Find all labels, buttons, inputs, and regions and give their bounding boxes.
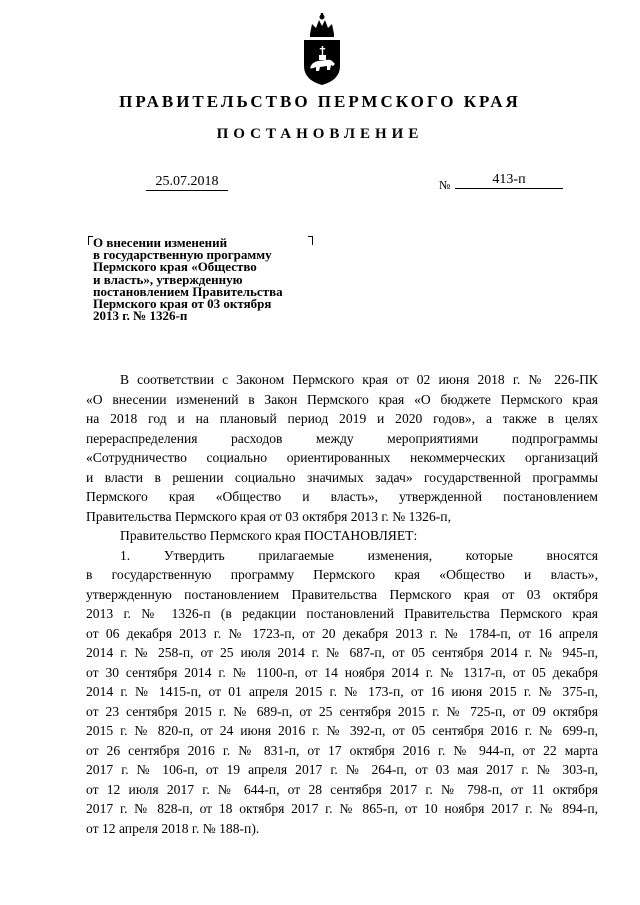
body-line: на 2018 год и на плановый период 2019 и 2020 годов», а также в целях (86, 411, 598, 426)
document-subject (93, 237, 333, 322)
document-type: ПОСТАНОВЛЕНИЕ (216, 126, 424, 142)
body-line: от 26 сентября 2016 г. № 831-п, от 17 октября 2016 г. № 944-п, от 22 марта (86, 742, 598, 758)
document-number: 413-п (455, 172, 563, 189)
body-line: от 12 апреля 2018 г. № 188-п). (86, 820, 260, 836)
body-line: в государственную программу Пермского края «Общество и власть», (86, 567, 598, 582)
body-line: утвержденную постановлением Правительства Пермского края от 03 октября (86, 586, 598, 602)
government-title: ПРАВИТЕЛЬСТВО ПЕРМСКОГО КРАЯ (119, 92, 521, 111)
subject-line: 2013 г. № 1326-п (93, 308, 188, 324)
body-line: от 12 июля 2017 г. № 644-п, от 28 сентября 2017 г. № 798-п, от 11 октября (86, 781, 598, 797)
body-line: Правительство Пермского края ПОСТАНОВЛЯЕТ: (120, 528, 418, 543)
body-line: и власти в решении социально значимых задач» государственной программы (86, 469, 598, 485)
document-date: 25.07.2018 (146, 174, 228, 191)
body-line: 2015 г. № 820-п, от 24 июня 2016 г. № 392-п, от 05 сентября 2016 г. № 699-п, (86, 723, 598, 738)
body-line: от 06 декабря 2013 г. № 1723-п, от 20 декабря 2013 г. № 1784-п, от 16 апреля (86, 625, 598, 641)
perm-krai-coat-of-arms-icon (300, 12, 344, 86)
body-line: 2017 г. № 828-п, от 18 октября 2017 г. № 865-п, от 10 ноября 2017 г. № 894-п, (86, 801, 598, 816)
body-line: «О внесении изменений в Закон Пермского края «О бюджете Пермского края (86, 391, 598, 407)
subject-line: Пермского края «Общество (93, 259, 257, 275)
subject-line: О внесении изменений (93, 235, 228, 250)
body-line: перераспределения расходов между мероприятиями подпрограммы (86, 430, 598, 446)
body-line: от 23 сентября 2015 г. № 689-п, от 25 сентября 2015 г. № 725-п, от 09 октября (86, 703, 598, 719)
subject-line: в государственную программу (93, 247, 272, 263)
body-line: В соответствии с Законом Пермского края от 02 июня 2018 г. № 226-ПК (120, 372, 598, 387)
subject-line: и власть», утвержденную (93, 271, 243, 287)
body-line: 2014 г. № 1415-п, от 01 апреля 2015 г. № 173-п, от 16 июня 2015 г. № 375-п, (86, 684, 598, 699)
body-line: 2014 г. № 258-п, от 25 июля 2014 г. № 687-п, от 05 сентября 2014 г. № 945-п, (86, 645, 598, 660)
body-line: «Сотрудничество социально ориентированных некоммерческих организаций (86, 450, 598, 465)
body-line: 1. Утвердить прилагаемые изменения, которые вносятся (120, 547, 598, 563)
document-number-prefix: № (439, 178, 451, 192)
subject-line: Пермского края от 03 октября (93, 296, 272, 312)
body-line: 2013 г. № 1326-п (в редакции постановлений Правительства Пермского края (86, 606, 598, 621)
body-line: Пермского края «Общество и власть», утвержденной постановлением (86, 489, 598, 504)
subject-line: постановлением Правительства (93, 283, 283, 299)
body-line: Правительства Пермского края от 03 октября 2013 г. № 1326-п, (86, 508, 451, 524)
body-line: 2017 г. № 106-п, от 19 апреля 2017 г. № 264-п, от 03 мая 2017 г. № 303-п, (86, 762, 598, 777)
document-body (86, 370, 598, 838)
body-line: от 30 сентября 2014 г. № 1100-п, от 14 ноября 2014 г. № 1317-п, от 05 декабря (86, 664, 598, 680)
